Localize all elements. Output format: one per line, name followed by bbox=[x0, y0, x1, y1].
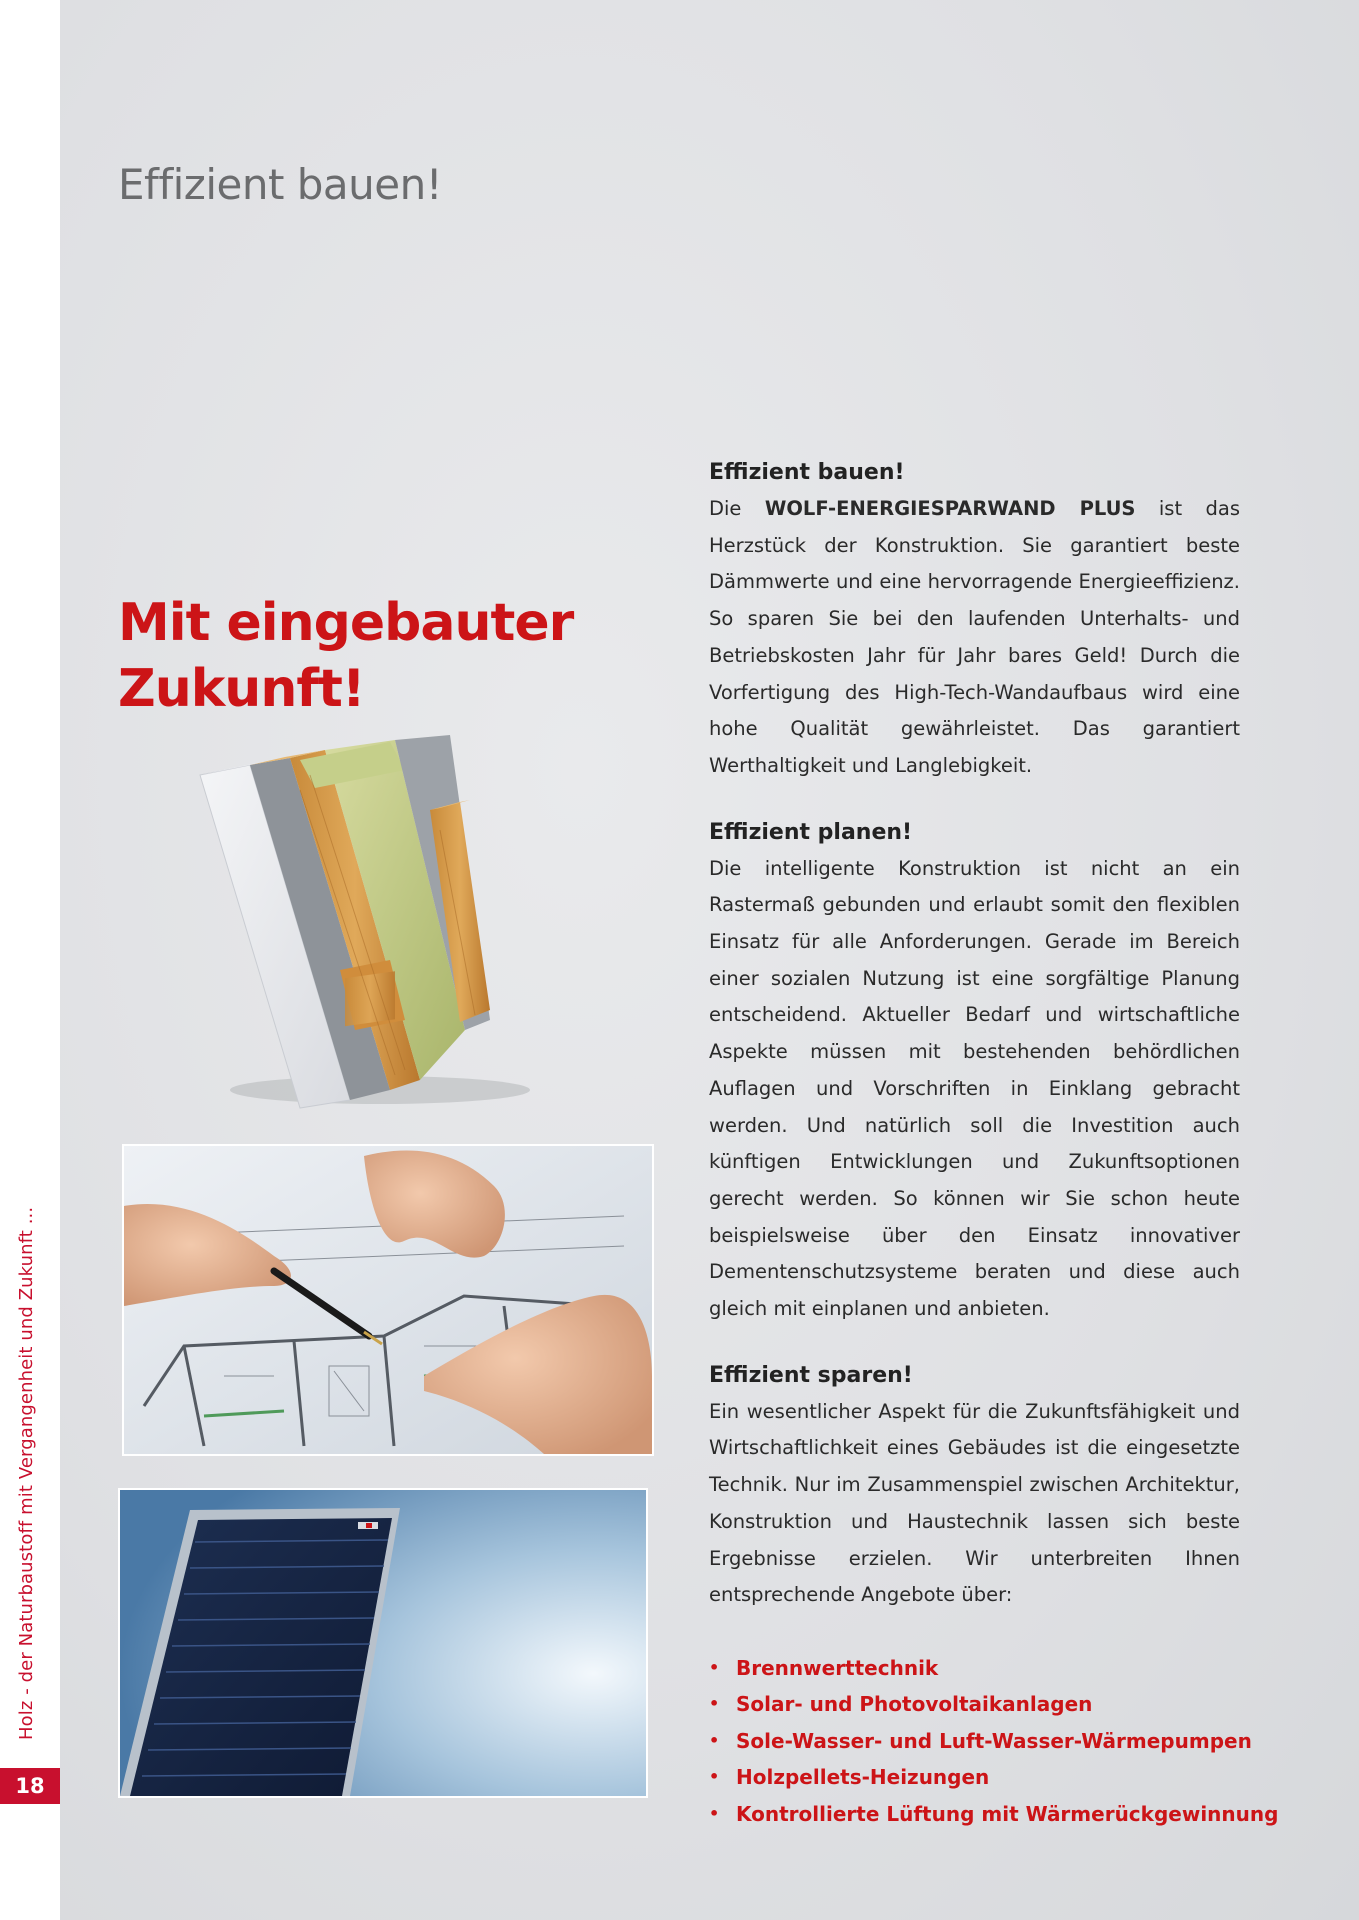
product-name-emphasis: WOLF-ENERGIESPARWAND PLUS bbox=[764, 497, 1136, 520]
technology-bullet-list bbox=[709, 1650, 1279, 1833]
panel-logo-mark bbox=[366, 1523, 372, 1528]
section-text-bauen bbox=[709, 491, 1240, 785]
text-before-emphasis: Die bbox=[709, 497, 765, 520]
section-text-sparen: Ein wesentlicher Aspekt für die Zukunftsfähigkeit und Wirtschaftlichkeit eines Gebäudes ist die eingesetzte Technik. Nur im Zusammenspiel zwischen Architektur, Konstruktion und Haustechnik lassen sich beste Ergebnisse erzielen. Wir unterbreiten Ihnen entsprechende Angebote über: bbox=[709, 1399, 1240, 1607]
wall-cross-section-illustration bbox=[190, 730, 560, 1110]
headline-line-2: Zukunft! bbox=[118, 659, 365, 719]
list-item: • Sole-Wasser- und Luft-Wasser-Wärmepumpen bbox=[709, 1723, 1240, 1760]
solar-panel-image bbox=[120, 1490, 646, 1796]
bullet-icon: • bbox=[709, 1767, 720, 1787]
list-item: • Kontrollierte Lüftung mit Wärmerückgewinnung bbox=[709, 1796, 1240, 1833]
page-number: 18 bbox=[0, 1768, 60, 1804]
section-title-planen: Effizient planen! bbox=[709, 819, 913, 845]
text-column bbox=[709, 455, 1279, 1832]
running-title: Holz - der Naturbaustoff mit Vergangenheit und Zukunft ... bbox=[16, 1206, 37, 1740]
solar-panel-photo bbox=[118, 1488, 648, 1798]
page-title: Effizient bauen! bbox=[118, 160, 443, 209]
list-item: • Brennwerttechnik bbox=[709, 1650, 1240, 1687]
floor-plan-image bbox=[124, 1146, 652, 1454]
list-item: • Holzpellets-Heizungen bbox=[709, 1759, 1240, 1796]
section-title-sparen: Effizient sparen! bbox=[709, 1362, 913, 1388]
text-after-emphasis: ist das Herzstück der Konstruktion. Sie garantiert beste Dämmwerte und eine hervorragende Energieeffizienz. So sparen Sie bei den laufenden Unterhalts- und Betriebskosten Jahr für Jahr bares Geld! Durch die Vorfertigung des High-Tech-Wandaufbaus wird eine hohe Qualität gewährleistet. Das garantiert Werthaltigkeit und Langlebigkeit. bbox=[709, 497, 1240, 777]
headline-line-1: Mit eingebauter bbox=[118, 593, 574, 653]
section-title-bauen: Effizient bauen! bbox=[709, 460, 905, 485]
floor-plan-photo bbox=[122, 1144, 654, 1456]
section-text-planen: Die intelligente Konstruktion ist nicht an ein Rastermaß gebunden und erlaubt somit den flexiblen Einsatz für alle Anforderungen. Gerade im Bereich einer sozialen Nutzung ist eine sorgfältige Planung entscheidend. Aktueller Bedarf und wirtschaftliche Aspekte müssen mit bestehenden behördlichen Auflagen und Vorschriften in Einklang gebracht werden. Und natürlich soll die Investition auch künftigen Entwicklungen und Zukunftsoptionen gerecht werden. So können wir Sie schon heute beispielsweise über den Einsatz innovativer Dementenschutzsysteme beraten und diese auch gleich mit einplanen und anbieten. bbox=[709, 856, 1240, 1321]
list-item: • Solar- und Photovoltaikanlagen bbox=[709, 1686, 1240, 1723]
bullet-icon: • bbox=[709, 1694, 720, 1714]
bullet-icon: • bbox=[709, 1803, 720, 1823]
bullet-icon: • bbox=[709, 1657, 720, 1677]
bullet-icon: • bbox=[709, 1730, 720, 1750]
headline bbox=[118, 590, 638, 722]
